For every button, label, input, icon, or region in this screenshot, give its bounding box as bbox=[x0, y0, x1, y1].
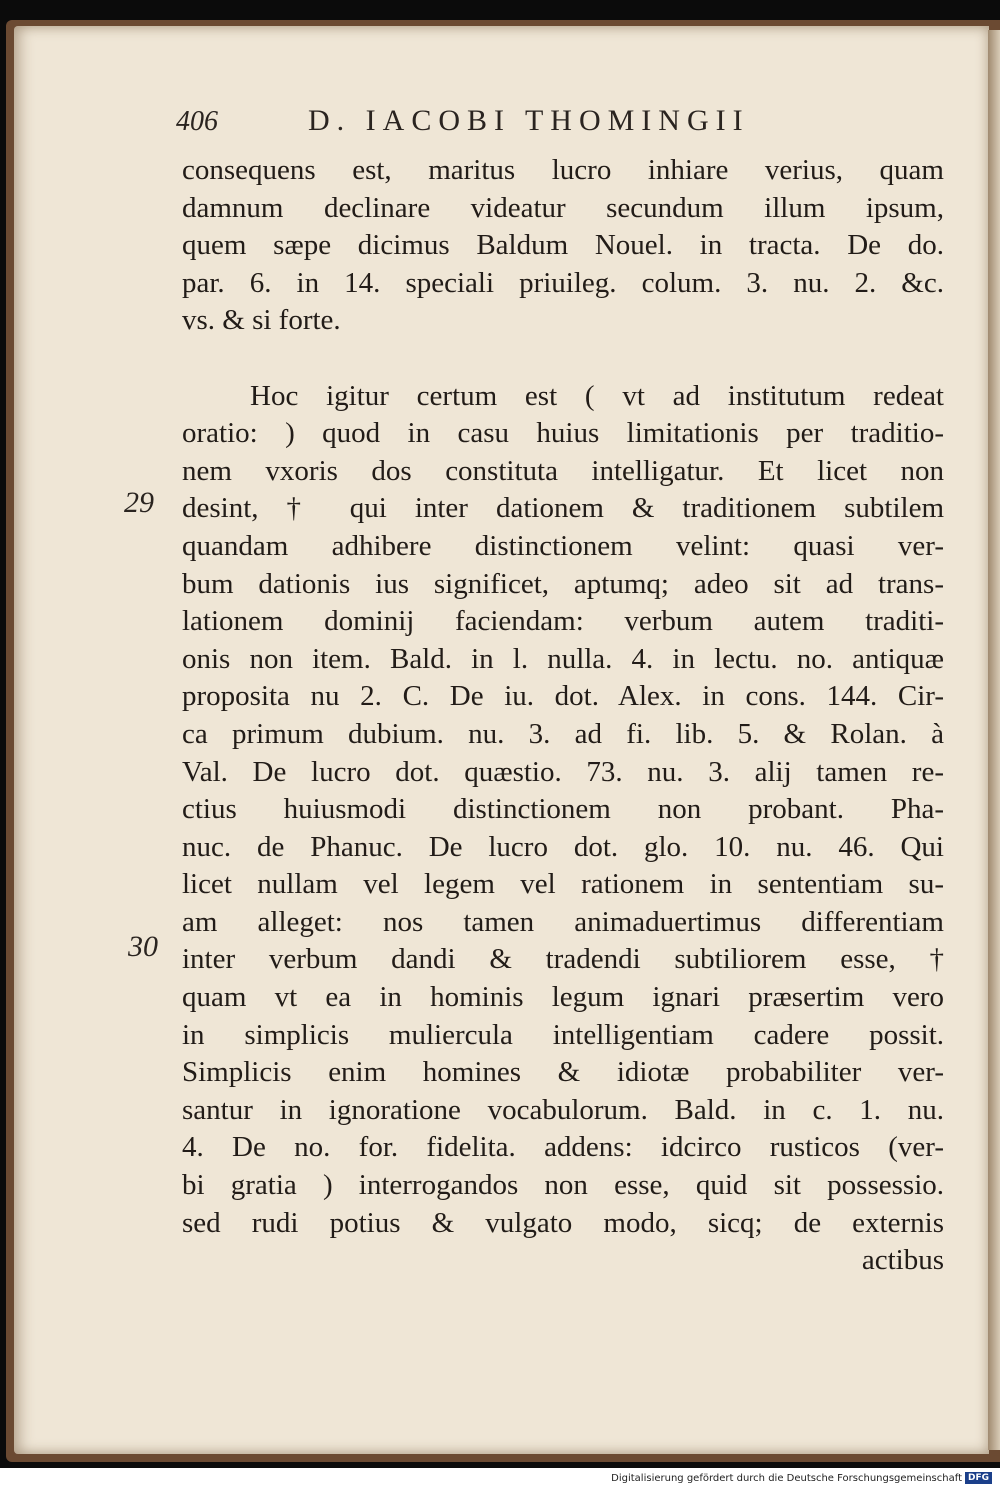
dfg-logo: DFG bbox=[965, 1472, 992, 1484]
text-line: ctius huiusmodi distinctionem non probant. Pha- bbox=[182, 793, 944, 826]
text-line: santur in ignoratione vocabulorum. Bald. in c. 1. nu. bbox=[182, 1093, 944, 1126]
text-line: Hoc igitur certum est ( vt ad institutum redeat bbox=[250, 379, 944, 412]
text-line: bi gratia ) interrogandos non esse, quid sit possessio. bbox=[182, 1169, 944, 1202]
text-line: inter verbum dandi & tradendi subtiliorem esse, † bbox=[182, 943, 944, 976]
text-line: quandam adhibere distinctionem velint: quasi ver- bbox=[182, 529, 944, 562]
text-line: quam vt ea in hominis legum ignari præsertim vero bbox=[182, 981, 944, 1014]
text-line: Simplicis enim homines & idiotæ probabiliter ver- bbox=[182, 1056, 944, 1089]
running-head bbox=[176, 104, 856, 144]
text-line: licet nullam vel legem vel rationem in sententiam su- bbox=[182, 868, 944, 901]
catchword: actibus bbox=[861, 1244, 944, 1277]
text-line: ca primum dubium. nu. 3. ad fi. lib. 5. & Rolan. à bbox=[182, 717, 944, 750]
text-line: oratio: ) quod in casu huius limitationis per traditio- bbox=[182, 417, 944, 450]
text-line: nuc. de Phanuc. De lucro dot. glo. 10. nu. 46. Qui bbox=[182, 830, 944, 863]
page-number: 406 bbox=[176, 106, 218, 137]
running-title: D. IACOBI THOMINGII bbox=[308, 104, 750, 137]
page-gutter bbox=[988, 30, 1000, 1450]
text-line: 4. De no. for. fidelita. addens: idcirco rusticos (ver- bbox=[182, 1131, 944, 1164]
text-line: desint, † qui inter dationem & traditionem subtilem bbox=[182, 492, 944, 525]
paragraph-gap bbox=[182, 340, 944, 378]
text-line: par. 6. in 14. speciali priuileg. colum. 3. nu. 2. &c. bbox=[182, 266, 944, 299]
text-line: onis non item. Bald. in l. nulla. 4. in lectu. no. antiquæ bbox=[182, 642, 944, 675]
text-line: Val. De lucro dot. quæstio. 73. nu. 3. alij tamen re- bbox=[182, 755, 944, 788]
footer-bar bbox=[0, 1468, 1000, 1489]
text-line: consequens est, maritus lucro inhiare verius, quam bbox=[182, 154, 944, 186]
text-line: lationem dominij faciendam: verbum autem traditi- bbox=[182, 605, 944, 638]
text-line: vs. & si forte. bbox=[182, 304, 341, 337]
text-line: am alleget: nos tamen animaduertimus differentiam bbox=[182, 905, 944, 938]
text-line: nem vxoris dos constituta intelligatur. Et licet non bbox=[182, 454, 944, 487]
margin-number-29: 29 bbox=[124, 486, 154, 519]
text-line: bum dationis ius significet, aptumq; adeo sit ad trans- bbox=[182, 567, 944, 600]
margin-number-30: 30 bbox=[128, 930, 158, 963]
text-line: quem sæpe dicimus Baldum Nouel. in tracta. De do. bbox=[182, 229, 944, 262]
funding-credit: Digitalisierung gefördert durch die Deutsche Forschungsgemeinschaft bbox=[611, 1473, 962, 1484]
text-line: damnum declinare videatur secundum illum ipsum, bbox=[182, 191, 944, 224]
body-text bbox=[182, 152, 944, 1280]
text-line: sed rudi potius & vulgato modo, sicq; de externis bbox=[182, 1206, 944, 1239]
text-line: in simplicis muliercula intelligentiam cadere possit. bbox=[182, 1018, 944, 1051]
text-line: proposita nu 2. C. De iu. dot. Alex. in cons. 144. Cir- bbox=[182, 680, 944, 713]
